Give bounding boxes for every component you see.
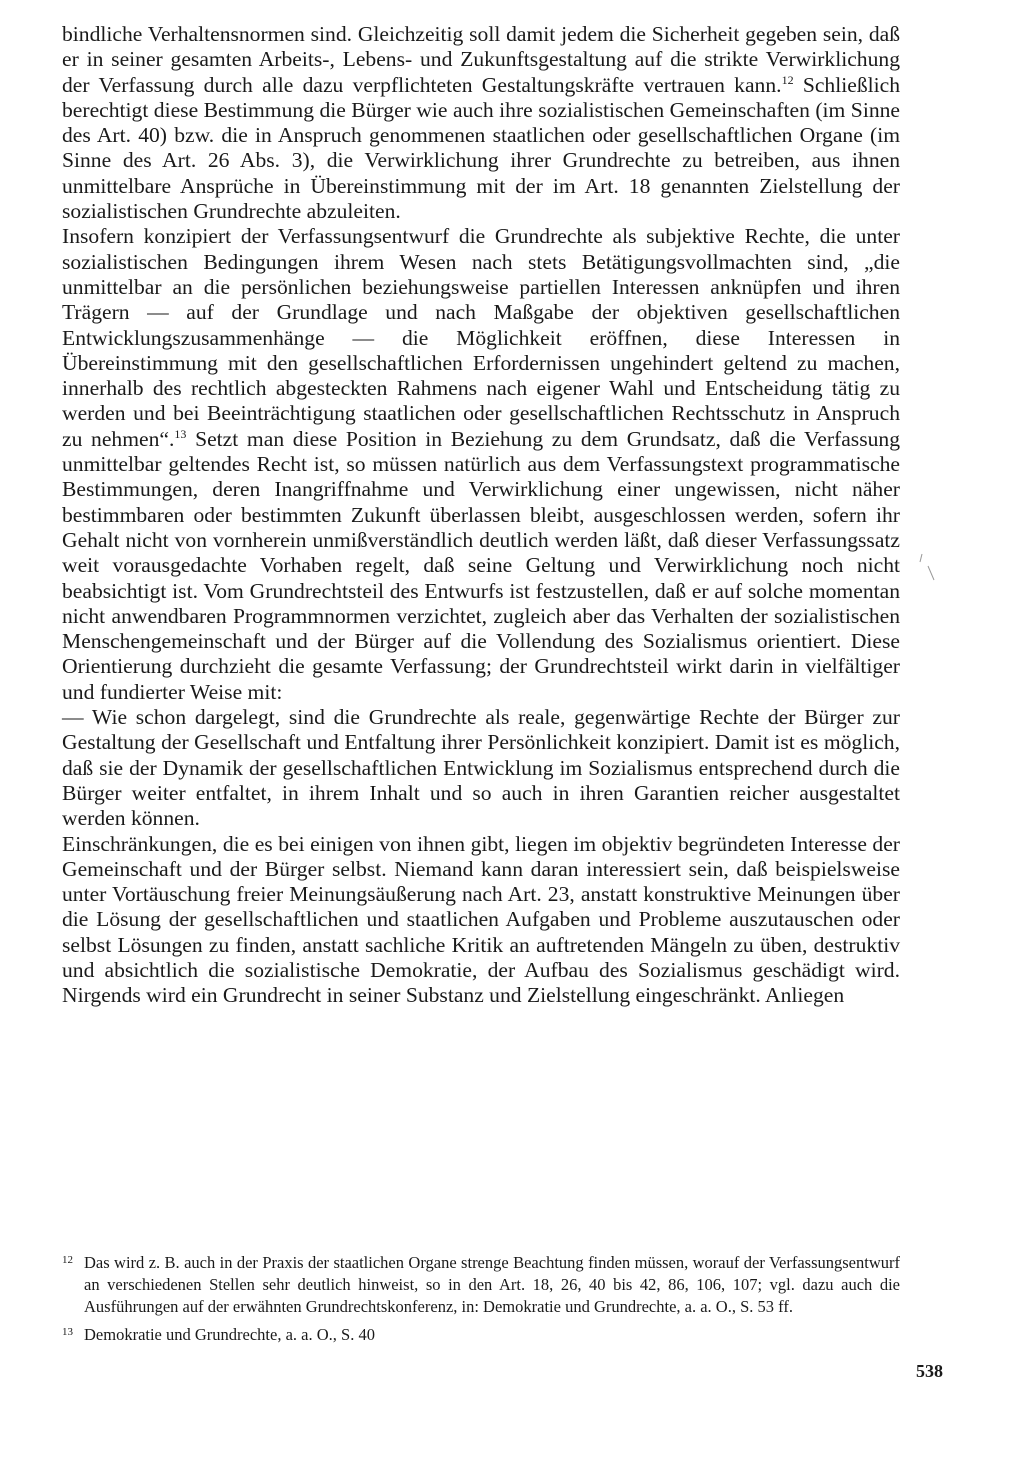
footnote <box>62 1252 900 1318</box>
footnote-reference[interactable]: 13 <box>174 426 187 441</box>
body-text <box>62 22 900 1009</box>
paragraph-text: bindliche Verhaltensnormen sind. Gleichzeitig soll damit jedem die Sicherheit gegeben sein, daß er in seiner gesamten Arbeits-, Lebens- und Zukunftsgestaltung auf die strikte Verwirklichung der Verfassung durch alle dazu verpflichteten Gestaltungskräfte vertrauen kann. <box>62 22 900 97</box>
paragraph <box>62 832 900 1009</box>
paragraph-text: — Wie schon dargelegt, sind die Grundrechte als reale, gegenwärtige Rechte der Bürger zur Gestaltung der Gesellschaft und Entfaltung ihrer Persönlichkeit konzipiert. Damit ist es möglich, daß sie der Dynamik der gesellschaftlichen Entwicklung im Sozialismus entsprechend durch die Bürger weiter entfaltet, in ihrem Inhalt und so auch in ihren Garantien reicher ausgestaltet werden können. <box>62 705 900 831</box>
footnote-text: Demokratie und Grundrechte, a. a. O., S. 40 <box>84 1325 375 1344</box>
footnote-reference[interactable]: 12 <box>781 72 794 87</box>
paragraph-text: Einschränkungen, die es bei einigen von ihnen gibt, liegen im objektiv begründeten Interesse der Gemeinschaft und der Bürger selbst. Niemand kann daran interessiert sein, daß beispielsweise unter Vortäuschung freier Meinungsäußerung nach Art. 23, anstatt konstruktive Meinungen über die Lösung der gesellschaftlichen und staatlichen Aufgaben und Probleme auszutauschen oder selbst Lösungen zu finden, anstatt sachliche Kritik an auftretenden Mängeln zu üben, destruktiv und absichtlich die sozialistische Demokratie, der Aufbau des Sozialismus geschädigt wird. Nirgends wird ein Grundrecht in seiner Substanz und Zielstellung eingeschränkt. Anliegen <box>62 831 900 1008</box>
document-page <box>62 22 900 1009</box>
footnote-text: Das wird z. B. auch in der Praxis der staatlichen Organe strenge Beachtung finden müssen, worauf der Verfassungsentwurf an verschiedenen Stellen sehr deutlich hinweist, so in den Art. 18, 26, 40 bis 42, 86, 106, 107; vgl. dazu auch die Ausführungen auf der erwähnten Grundrechtskonferenz, in: Demokratie und Grundrechte, a. a. O., S. 53 ff. <box>84 1253 900 1316</box>
paragraph-text: Setzt man diese Position in Beziehung zu dem Grundsatz, daß die Verfassung unmittelbar geltendes Recht ist, so müssen natürlich aus dem Verfassungstext programmatische Bestimmungen, deren Inangriffnahme und Verwirklichung einer ungewissen, nicht näher bestimmbaren oder bestimmten Zukunft überlassen bleibt, ausgeschlossen werden, sofern ihr Gehalt nicht von vornherein unmißverständlich deutlich werden läßt, daß dieser Verfassungssatz weit vorausgedachte Vorhaben regelt, daß seine Geltung und Verwirklichung noch nicht beabsichtigt ist. Vom Grundrechtsteil des Entwurfs ist festzustellen, daß er auf solche momentan nicht anwendbaren Programmnormen verzichtet, zugleich aber das Verhalten der sozialistischen Menschengemeinschaft und der Bürger auf die Vollendung des Sozialismus orientiert. Diese Orientierung durchzieht die gesamte Verfassung; der Grundrechtsteil wirkt darin in vielfältiger und fundierter Weise mit: <box>62 426 900 704</box>
footnote-number: 13 <box>62 1326 73 1338</box>
paragraph-text: Insofern konzipiert der Verfassungsentwurf die Grundrechte als subjektive Rechte, die unter sozialistischen Bedingungen ihrem Wesen nach stets Betätigungsvollmachten sind, „die unmittelbar an die persönlichen beziehungsweise partiellen Interessen anknüpfen und ihren Trägern — auf der Grundlage und nach Maßgabe der objektiven gesellschaftlichen Entwicklungszusammenhänge — die Möglichkeit eröffnen, diese Interessen in Übereinstimmung mit den gesellschaftlichen Erfordernissen ungehindert geltend zu machen, innerhalb des rechtlich abgesteckten Rahmens nach eigener Wahl und Entscheidung tätig zu werden und bei Beeinträchtigung staatlichen oder gesellschaftlichen Rechtsschutz in Anspruch zu nehmen“. <box>62 224 900 451</box>
footnote <box>62 1324 900 1346</box>
footnote-number: 12 <box>62 1254 73 1266</box>
scan-speck-icon <box>916 548 946 588</box>
paragraph-text: Schließlich berechtigt diese Bestimmung die Bürger wie auch ihre sozialistischen Gemeinschaften (im Sinne des Art. 40) bzw. die in Anspruch genommenen staatlichen oder gesellschaftlichen Organe (im Sinne des Art. 26 Abs. 3), die Verwirklichung ihrer Grundrechte zu betreiben, aus ihnen unmittelbare Ansprüche in Übereinstimmung mit der im Art. 18 genannten Zielstellung der sozialistischen Grundrechte abzuleiten. <box>62 72 900 224</box>
footnotes <box>62 1252 900 1352</box>
scan-marks <box>916 548 946 588</box>
paragraph <box>62 224 900 705</box>
list-item-paragraph <box>62 705 900 831</box>
page-number: 538 <box>916 1361 943 1381</box>
paragraph <box>62 22 900 224</box>
